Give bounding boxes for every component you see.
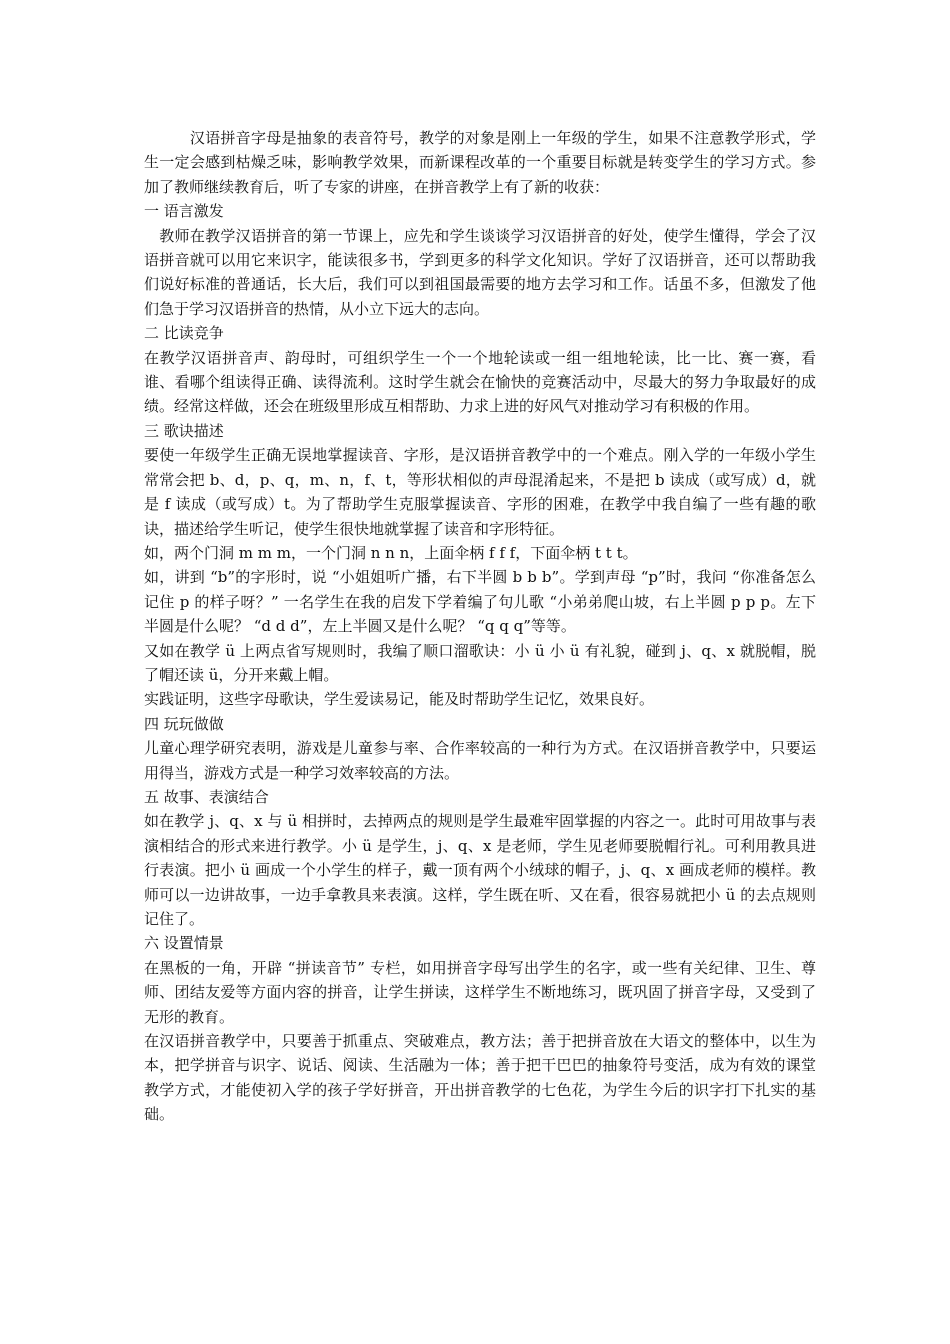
section-4-paragraph: 儿童心理学研究表明，游戏是儿童参与率、合作率较高的一种行为方式。在汉语拼音教学中，只要运用得当，游戏方式是一种学习效率较高的方法。 <box>144 739 816 782</box>
section-6-paragraph-2: 在汉语拼音教学中，只要善于抓重点、突破难点，教方法；善于把拼音放在大语文的整体中，以生为本，把学拼音与识字、说话、阅读、生活融为一体；善于把干巴巴的抽象符号变活，成为有效的课堂教学方式，才能使初入学的孩子学好拼音，开出拼音教学的七色花，为学生今后的识字打下扎实的基础。 <box>144 1032 816 1124</box>
document-body <box>144 126 816 1127</box>
section-2-heading: 二 比读竞争 <box>144 324 224 343</box>
section-3-heading: 三 歌诀描述 <box>144 421 224 440</box>
section-1-heading: 一 语言激发 <box>144 202 224 221</box>
section-6-paragraph-1: 在黑板的一角，开辟 “拼读音节” 专栏，如用拼音字母写出学生的名字，或一些有关纪律、卫生、尊师、团结友爱等方面内容的拼音，让学生拼读，这样学生不断地练习，既巩固了拼音字母，又受到了无形的教育。 <box>144 958 816 1026</box>
section-2-paragraph: 在教学汉语拼音声、韵母时，可组织学生一个一个地轮读或一组一组地轮读，比一比、赛一赛，看谁、看哪个组读得正确、读得流利。这时学生就会在愉快的竞赛活动中，尽最大的努力争取最好的成绩。经常这样做，还会在班级里形成互相帮助、力求上进的好风气对推动学习有积极的作用。 <box>144 348 816 416</box>
section-3-paragraph-3: 如，讲到 “b”的字形时，说 “小姐姐听广播，右下半圆 b b b”。学到声母 “p”时，我问 “你准备怎么记住 p 的样子呀？” 一名学生在我的启发下学着编了句儿歌 “小弟弟爬山坡，右上半圆 p p p。左下半圆是什么呢？ “d d d”，左上半圆又是什么呢？ “q q q”等等。 <box>144 568 816 636</box>
intro-paragraph: 汉语拼音字母是抽象的表音符号，教学的对象是刚上一年级的学生，如果不注意教学形式，学生一定会感到枯燥乏味，影响教学效果，而新课程改革的一个重要目标就是转变学生的学习方式。参加了教师继续教育后，听了专家的讲座，在拼音教学上有了新的收获： <box>144 129 816 196</box>
section-5-paragraph: 如在教学 j、q、x 与 ü 相拼时，去掉两点的规则是学生最难牢固掌握的内容之一。此时可用故事与表演相结合的形式来进行教学。小 ü 是学生，j、q、x 是老师，学生见老师要脱帽行礼。可利用教具进行表演。把小 ü 画成一个小学生的样子，戴一顶有两个小绒球的帽子，j、q、x 画成老师的模样。教师可以一边讲故事，一边手拿教具来表演。这样，学生既在听、又在看，很容易就把小 ü 的去点规则记住了。 <box>144 812 816 928</box>
section-4-heading: 四 玩玩做做 <box>144 714 224 733</box>
section-1-paragraph: 教师在教学汉语拼音的第一节课上，应先和学生谈谈学习汉语拼音的好处，使学生懂得，学会了汉语拼音就可以用它来识字，能读很多书，学到更多的科学文化知识。学好了汉语拼音，还可以帮助我们说好标准的普通话，长大后，我们可以到祖国最需要的地方去学习和工作。话虽不多，但激发了他们急于学习汉语拼音的热情，从小立下远大的志向。 <box>144 226 816 318</box>
section-3-paragraph-2: 如，两个门洞 m m m，一个门洞 n n n，上面伞柄 f f f，下面伞柄 t t t。 <box>144 543 638 562</box>
section-3-paragraph-4: 又如在教学 ü 上两点省写规则时，我编了顺口溜歌诀：小 ü 小 ü 有礼貌，碰到 j、q、x 就脱帽，脱了帽还读 ü，分开来戴上帽。 <box>144 641 816 684</box>
section-3-paragraph-5: 实践证明，这些字母歌诀，学生爱读易记，能及时帮助学生记忆，效果良好。 <box>144 690 655 709</box>
section-3-paragraph-1: 要使一年级学生正确无误地掌握读音、字形，是汉语拼音教学中的一个难点。刚入学的一年级小学生常常会把 b、d，p、q，m、n，f、t，等形状相似的声母混淆起来，不是把 b 读成（或写成）d，就是 f 读成（或写成）t。为了帮助学生克服掌握读音、字形的困难，在教学中我自编了一些有趣的歌诀，描述给学生听记，使学生很快地就掌握了读音和字形特征。 <box>144 446 816 538</box>
section-5-heading: 五 故事、表演结合 <box>144 787 269 806</box>
section-6-heading: 六 设置情景 <box>144 934 224 953</box>
